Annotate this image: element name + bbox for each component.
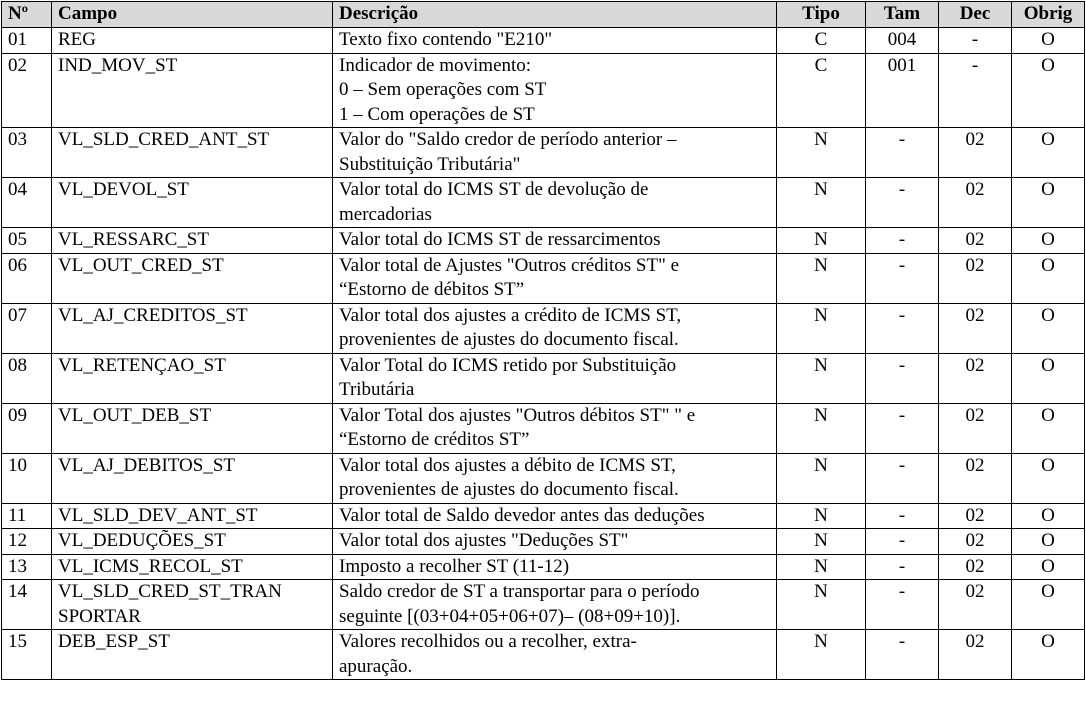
cell-tam: - [866,529,939,555]
cell-dec: 02 [939,580,1012,630]
cell-num: 10 [2,453,52,503]
cell-tipo: N [777,580,866,630]
cell-campo [52,353,333,403]
cell-tipo: C [777,28,866,54]
cell-dec: - [939,53,1012,128]
cell-obrig: O [1012,554,1085,580]
header-obrig: Obrig [1012,2,1085,28]
cell-obrig: O [1012,53,1085,128]
cell-tam: - [866,353,939,403]
cell-descricao-line: seguinte [(03+04+05+06+07)– (08+09+10)]. [339,605,681,627]
cell-descricao-line: Valor total de Ajustes "Outros créditos ST" e [339,254,680,276]
cell-campo [52,53,333,128]
cell-num: 12 [2,529,52,555]
cell-obrig: O [1012,228,1085,254]
cell-num: 11 [2,503,52,529]
cell-dec: 02 [939,403,1012,453]
table-body [2,28,1085,680]
cell-campo-line: VL_DEDUÇÕES_ST [58,530,226,551]
cell-tam: - [866,453,939,503]
cell-num: 13 [2,554,52,580]
header-descricao: Descrição [333,2,777,28]
table-row [2,228,1085,254]
table-row [2,28,1085,54]
cell-campo-line: VL_AJ_DEBITOS_ST [58,454,235,476]
cell-descricao [333,353,777,403]
cell-descricao-line: Valor total do ICMS ST de ressarcimentos [339,229,661,250]
cell-descricao-line: Tributária [339,379,415,400]
cell-descricao [333,53,777,128]
cell-tipo: N [777,253,866,303]
cell-campo [52,554,333,580]
cell-descricao [333,178,777,228]
cell-num: 09 [2,403,52,453]
cell-descricao-line: Valor total do ICMS ST de devolução de [339,179,649,200]
cell-obrig: O [1012,28,1085,54]
cell-campo [52,178,333,228]
cell-descricao [333,503,777,529]
cell-tipo: N [777,554,866,580]
table-header-row [2,2,1085,28]
cell-campo-line: VL_OUT_DEB_ST [58,404,212,426]
cell-obrig: O [1012,630,1085,680]
table-row [2,630,1085,680]
cell-tipo: C [777,53,866,128]
cell-campo-line: VL_AJ_CREDITOS_ST [58,304,248,326]
cell-campo-line: REG [58,29,96,50]
cell-campo [52,28,333,54]
cell-obrig: O [1012,128,1085,178]
header-num: Nº [2,2,52,28]
table-row [2,529,1085,555]
cell-campo-line: VL_OUT_CRED_ST [58,254,224,276]
table-row [2,128,1085,178]
table-row [2,403,1085,453]
cell-tam: - [866,630,939,680]
cell-num: 15 [2,630,52,680]
table-row [2,53,1085,128]
cell-descricao-line: Valor do "Saldo credor de período anterior – [339,129,677,150]
cell-tam: - [866,303,939,353]
cell-tipo: N [777,178,866,228]
cell-tam: - [866,253,939,303]
cell-tam: - [866,403,939,453]
cell-campo-line: IND_MOV_ST [58,54,178,76]
field-spec-table [1,1,1085,680]
cell-campo-line: VL_SLD_CRED_ST_TRAN [58,581,282,602]
cell-num: 05 [2,228,52,254]
cell-num: 03 [2,128,52,178]
cell-descricao [333,303,777,353]
cell-descricao [333,453,777,503]
cell-descricao-line: Indicador de movimento: [339,54,532,76]
header-dec: Dec [939,2,1012,28]
cell-dec: 02 [939,529,1012,555]
header-tam: Tam [866,2,939,28]
cell-campo-line: VL_DEVOL_ST [58,179,189,200]
cell-campo-line: VL_RETENÇAO_ST [58,354,226,376]
cell-tipo: N [777,503,866,529]
cell-descricao [333,529,777,555]
cell-descricao-line: Saldo credor de ST a transportar para o período [339,581,700,602]
cell-tam: 004 [866,28,939,54]
cell-descricao-line: Valor total dos ajustes a crédito de ICMS ST, [339,304,682,326]
cell-dec: 02 [939,228,1012,254]
cell-num: 04 [2,178,52,228]
cell-descricao-line: provenientes de ajustes do documento fiscal. [339,329,679,350]
cell-campo [52,228,333,254]
cell-descricao [333,253,777,303]
cell-dec: 02 [939,503,1012,529]
cell-num: 08 [2,353,52,403]
cell-descricao-line: Valor total dos ajustes a débito de ICMS ST, [339,454,676,476]
cell-campo-line: VL_RESSARC_ST [58,229,209,250]
cell-descricao [333,403,777,453]
cell-tipo: N [777,453,866,503]
cell-dec: 02 [939,178,1012,228]
cell-tipo: N [777,353,866,403]
cell-dec: - [939,28,1012,54]
cell-descricao-line: apuração. [339,655,413,677]
cell-descricao [333,228,777,254]
cell-descricao-line: provenientes de ajustes do documento fiscal. [339,479,679,500]
cell-descricao-line: 0 – Sem operações com ST [339,79,547,100]
cell-campo [52,529,333,555]
cell-obrig: O [1012,303,1085,353]
cell-dec: 02 [939,128,1012,178]
cell-num: 02 [2,53,52,128]
cell-obrig: O [1012,580,1085,630]
cell-dec: 02 [939,303,1012,353]
cell-descricao-line: Substituição Tributária" [339,153,521,175]
cell-descricao-line: Texto fixo contendo "E210" [339,29,553,50]
table-row [2,580,1085,630]
cell-campo [52,453,333,503]
cell-campo [52,503,333,529]
cell-obrig: O [1012,529,1085,555]
cell-campo [52,403,333,453]
table-row [2,554,1085,580]
cell-descricao-line: “Estorno de créditos ST” [339,429,530,450]
cell-tipo: N [777,228,866,254]
cell-obrig: O [1012,353,1085,403]
cell-descricao [333,128,777,178]
cell-descricao-line: “Estorno de débitos ST” [339,279,525,300]
cell-descricao-line: Valor Total do ICMS retido por Substituição [339,354,677,376]
cell-num: 14 [2,580,52,630]
cell-obrig: O [1012,253,1085,303]
cell-campo-line: SPORTAR [58,605,141,627]
table-row [2,453,1085,503]
cell-descricao-line: 1 – Com operações de ST [339,103,535,125]
cell-dec: 02 [939,253,1012,303]
cell-obrig: O [1012,403,1085,453]
cell-campo [52,630,333,680]
cell-dec: 02 [939,353,1012,403]
table-row [2,178,1085,228]
cell-tam: - [866,580,939,630]
cell-num: 07 [2,303,52,353]
cell-num: 06 [2,253,52,303]
cell-descricao [333,630,777,680]
cell-descricao-line: Valores recolhidos ou a recolher, extra- [339,631,637,652]
table-row [2,253,1085,303]
cell-tipo: N [777,303,866,353]
table-row [2,353,1085,403]
cell-dec: 02 [939,554,1012,580]
cell-tam: - [866,178,939,228]
cell-obrig: O [1012,503,1085,529]
cell-obrig: O [1012,178,1085,228]
cell-campo-line: VL_SLD_DEV_ANT_ST [58,504,258,526]
cell-descricao-line: mercadorias [339,203,432,225]
cell-campo-line: VL_ICMS_RECOL_ST [58,555,243,577]
cell-descricao [333,28,777,54]
cell-obrig: O [1012,453,1085,503]
cell-campo [52,253,333,303]
table-row [2,503,1085,529]
cell-num: 01 [2,28,52,54]
cell-tam: 001 [866,53,939,128]
cell-campo [52,303,333,353]
cell-tipo: N [777,128,866,178]
cell-campo [52,580,333,630]
table-row [2,303,1085,353]
cell-tam: - [866,554,939,580]
cell-campo-line: VL_SLD_CRED_ANT_ST [58,129,270,150]
cell-tipo: N [777,403,866,453]
cell-tam: - [866,228,939,254]
cell-descricao-line: Imposto a recolher ST (11-12) [339,555,570,577]
cell-tam: - [866,503,939,529]
cell-tipo: N [777,630,866,680]
cell-descricao [333,580,777,630]
cell-descricao-line: Valor Total dos ajustes "Outros débitos ST" " e [339,404,696,426]
cell-tam: - [866,128,939,178]
cell-dec: 02 [939,453,1012,503]
cell-tipo: N [777,529,866,555]
header-tipo: Tipo [777,2,866,28]
cell-dec: 02 [939,630,1012,680]
cell-descricao [333,554,777,580]
cell-campo [52,128,333,178]
cell-descricao-line: Valor total dos ajustes "Deduções ST" [339,530,629,551]
cell-descricao-line: Valor total de Saldo devedor antes das deduções [339,504,705,526]
header-campo: Campo [52,2,333,28]
cell-campo-line: DEB_ESP_ST [58,631,170,652]
